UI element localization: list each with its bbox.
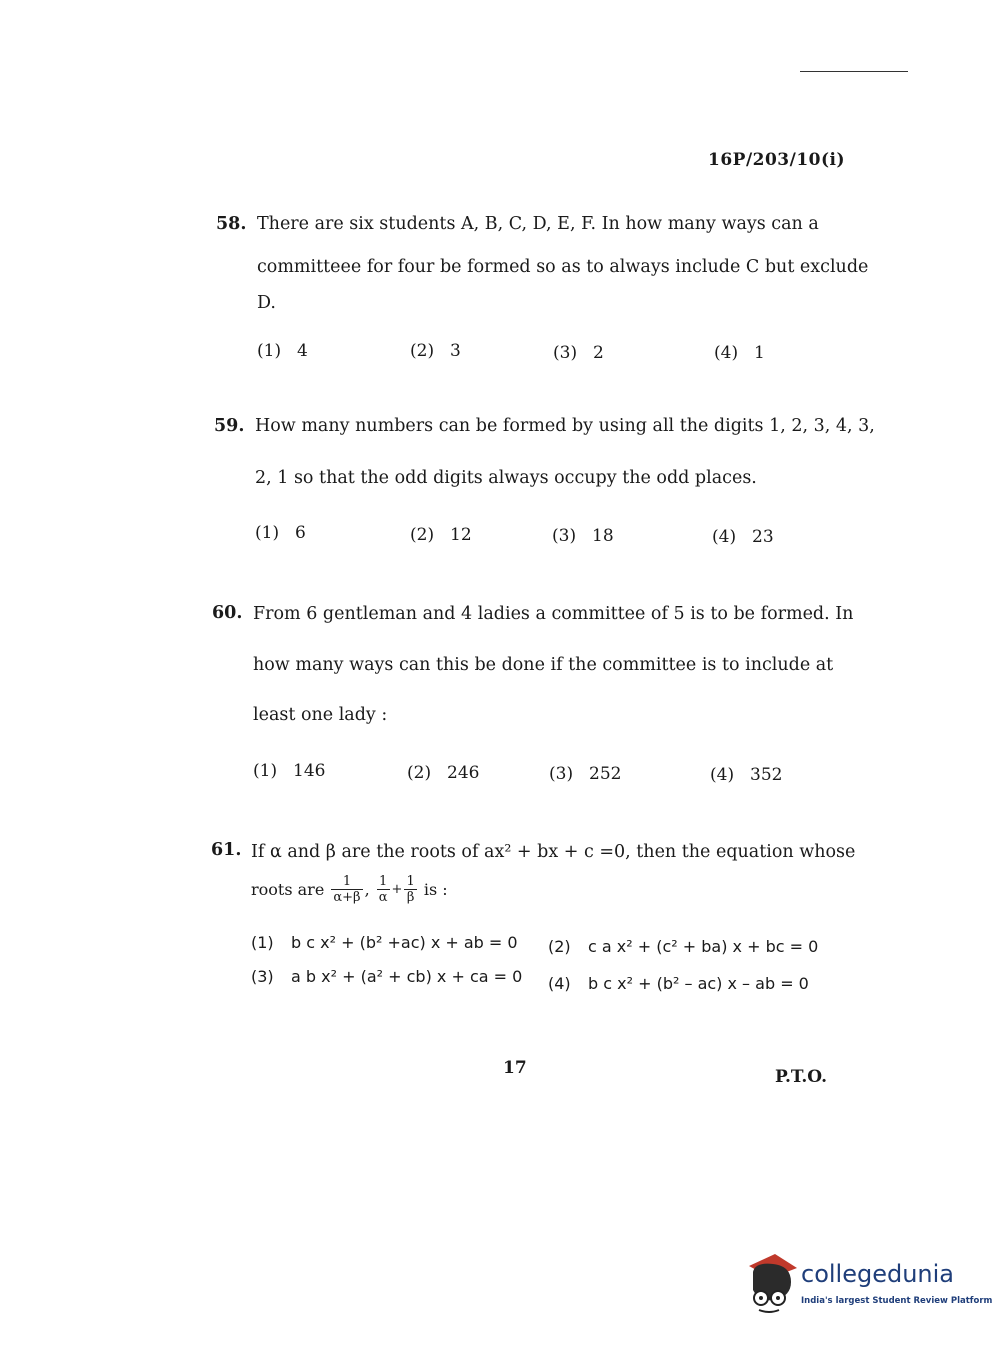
option-value: b c x² + (b² – ac) x – ab = 0: [588, 974, 809, 993]
question-text-line: If α and β are the roots of ax² + bx + c =0, then the equation whose: [251, 842, 856, 862]
option-label: (1): [257, 341, 282, 361]
option-2: [410, 525, 472, 545]
option-label: (4): [712, 527, 737, 547]
option-1: [255, 523, 306, 543]
logo-tagline: India's largest Student Review Platform: [801, 1296, 993, 1306]
option-3: [251, 967, 522, 986]
question-text-line: committeee for four be formed so as to always include C but exclude: [257, 257, 869, 277]
question-number: 59.: [214, 416, 245, 436]
question-text-line: how many ways can this be done if the committee is to include at: [253, 655, 834, 675]
page-number: 17: [503, 1058, 527, 1078]
option-2: [407, 763, 479, 783]
fraction-denominator: α: [378, 890, 388, 905]
option-label: (2): [548, 937, 571, 956]
option-value: b c x² + (b² +ac) x + ab = 0: [291, 933, 518, 952]
plus-sign: +: [391, 882, 403, 897]
option-value: 3: [450, 341, 461, 361]
paper-code: 16P/203/10(i): [708, 150, 846, 170]
fraction-denominator: α+β: [333, 890, 361, 905]
roots-line: [251, 874, 448, 905]
option-value: 1: [754, 343, 765, 363]
question-text-line: least one lady :: [253, 705, 388, 725]
fraction: [404, 874, 416, 905]
top-rule: [800, 71, 908, 72]
option-value: c a x² + (c² + ba) x + bc = 0: [588, 937, 819, 956]
option-value: 2: [593, 343, 604, 363]
option-4: [548, 974, 809, 993]
comma: ,: [364, 880, 370, 899]
option-label: (4): [710, 765, 735, 785]
fraction-denominator: β: [406, 890, 415, 905]
question-text-line: D.: [257, 293, 276, 313]
option-label: (3): [552, 526, 577, 546]
option-value: 12: [450, 525, 472, 545]
option-label: (1): [251, 933, 274, 952]
option-value: 18: [592, 526, 614, 546]
option-value: 23: [752, 527, 774, 547]
option-value: 4: [297, 341, 308, 361]
option-label: (2): [407, 763, 432, 783]
roots-suffix: is :: [423, 880, 448, 899]
option-label: (1): [255, 523, 280, 543]
option-label: (3): [549, 764, 574, 784]
option-label: (3): [251, 967, 274, 986]
option-3: [549, 764, 621, 784]
option-3: [553, 343, 604, 363]
option-value: 6: [295, 523, 306, 543]
fraction-numerator: 1: [406, 874, 415, 889]
option-value: 246: [447, 763, 480, 783]
option-2: [410, 341, 461, 361]
logo-brand: collegedunia: [801, 1260, 955, 1288]
option-value: 352: [750, 765, 783, 785]
fraction-numerator: 1: [377, 874, 390, 890]
option-1: [253, 761, 325, 781]
question-number: 58.: [216, 214, 247, 234]
question-text-line: There are six students A, B, C, D, E, F. In how many ways can a: [257, 214, 819, 234]
option-4: [712, 527, 774, 547]
option-value: 252: [589, 764, 622, 784]
option-value: 146: [293, 761, 326, 781]
fraction-numerator: 1: [331, 874, 362, 890]
option-4: [714, 343, 765, 363]
option-1: [251, 933, 518, 952]
option-label: (1): [253, 761, 278, 781]
option-label: (4): [714, 343, 739, 363]
mascot-icon: [745, 1252, 801, 1317]
question-text-line: How many numbers can be formed by using all the digits 1, 2, 3, 4, 3,: [255, 416, 875, 436]
option-label: (2): [410, 525, 435, 545]
roots-prefix: roots are: [251, 880, 325, 899]
option-label: (3): [553, 343, 578, 363]
option-3: [552, 526, 614, 546]
option-label: (4): [548, 974, 571, 993]
option-1: [257, 341, 308, 361]
fraction: [331, 874, 362, 905]
fraction: [377, 874, 390, 905]
option-value: a b x² + (a² + cb) x + ca = 0: [291, 967, 523, 986]
option-2: [548, 937, 818, 956]
question-text-line: From 6 gentleman and 4 ladies a committee of 5 is to be formed. In: [253, 604, 854, 624]
option-4: [710, 765, 782, 785]
collegedunia-logo: [745, 1252, 993, 1317]
pto-label: P.T.O.: [775, 1067, 827, 1087]
question-number: 60.: [212, 603, 243, 623]
question-number: 61.: [211, 840, 242, 860]
option-label: (2): [410, 341, 435, 361]
question-text-line: 2, 1 so that the odd digits always occupy the odd places.: [255, 468, 757, 488]
